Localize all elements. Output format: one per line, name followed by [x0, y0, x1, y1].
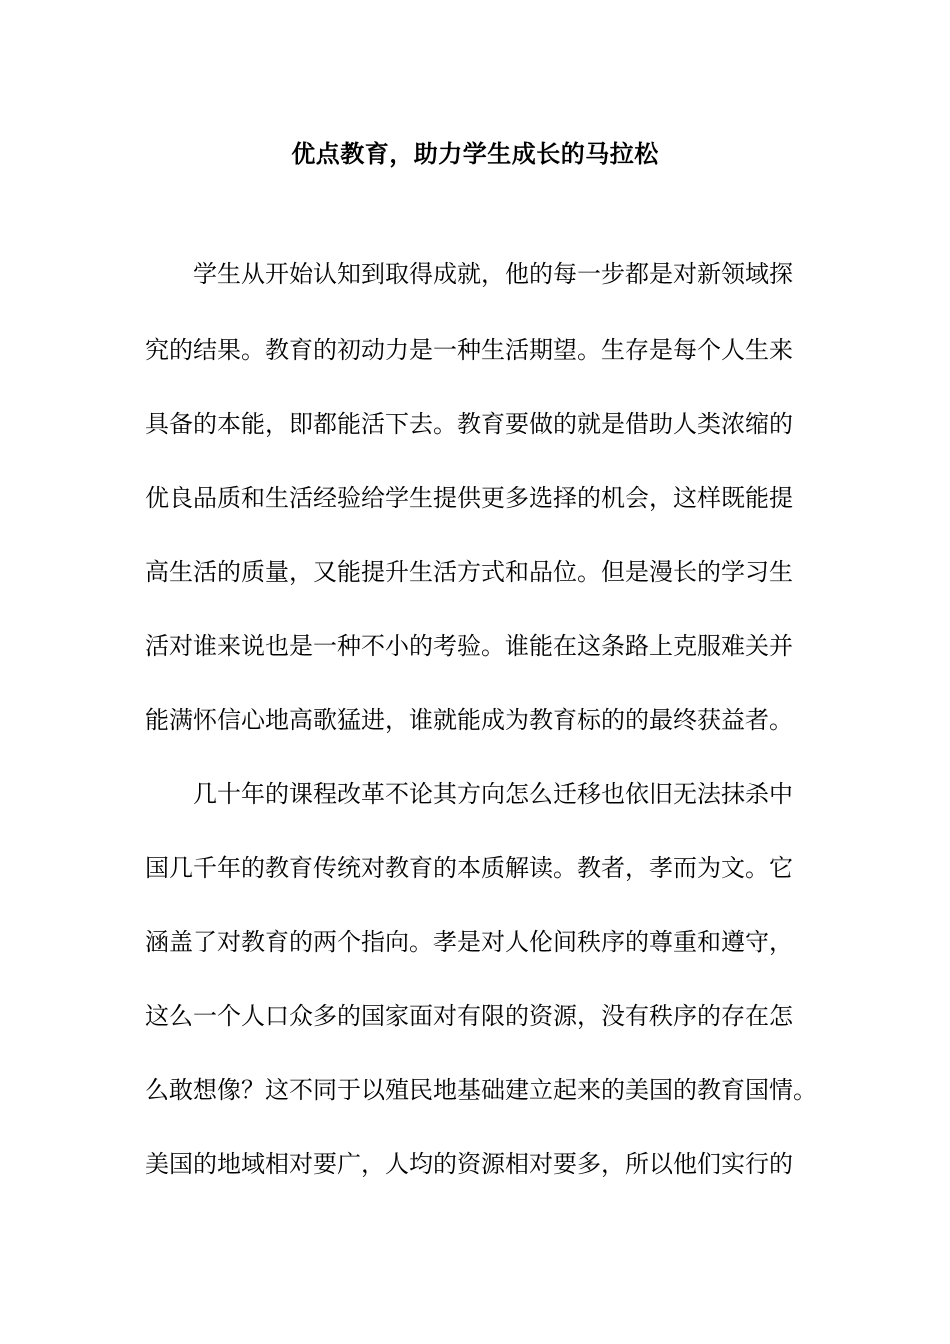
- paragraph-line: 这么一个人口众多的国家面对有限的资源，没有秩序的存在怎: [145, 1002, 793, 1030]
- paragraph-line: 能满怀信心地高歌猛进，谁就能成为教育标的的最终获益者。: [145, 706, 793, 734]
- paragraph-line: 优良品质和生活经验给学生提供更多选择的机会，这样既能提: [145, 484, 793, 512]
- paragraph-line: 究的结果。教育的初动力是一种生活期望。生存是每个人生来: [145, 336, 793, 364]
- paragraph-line: 么敢想像？这不同于以殖民地基础建立起来的美国的教育国情。: [145, 1076, 817, 1104]
- paragraph-line: 学生从开始认知到取得成就，他的每一步都是对新领域探: [193, 260, 793, 288]
- paragraph-line: 活对谁来说也是一种不小的考验。谁能在这条路上克服难关并: [145, 632, 793, 660]
- paragraph-line: 几十年的课程改革不论其方向怎么迁移也依旧无法抹杀中: [193, 780, 793, 808]
- paragraph-line: 涵盖了对教育的两个指向。孝是对人伦间秩序的尊重和遵守，: [145, 928, 793, 956]
- paragraph-line: 高生活的质量，又能提升生活方式和品位。但是漫长的学习生: [145, 558, 793, 586]
- paragraph-line: 美国的地域相对要广，人均的资源相对要多，所以他们实行的: [145, 1150, 793, 1178]
- paragraph-line: 国几千年的教育传统对教育的本质解读。教者，孝而为文。它: [145, 854, 793, 882]
- document-title: 优点教育，助力学生成长的马拉松: [291, 139, 659, 168]
- paragraph-line: 具备的本能，即都能活下去。教育要做的就是借助人类浓缩的: [145, 410, 793, 438]
